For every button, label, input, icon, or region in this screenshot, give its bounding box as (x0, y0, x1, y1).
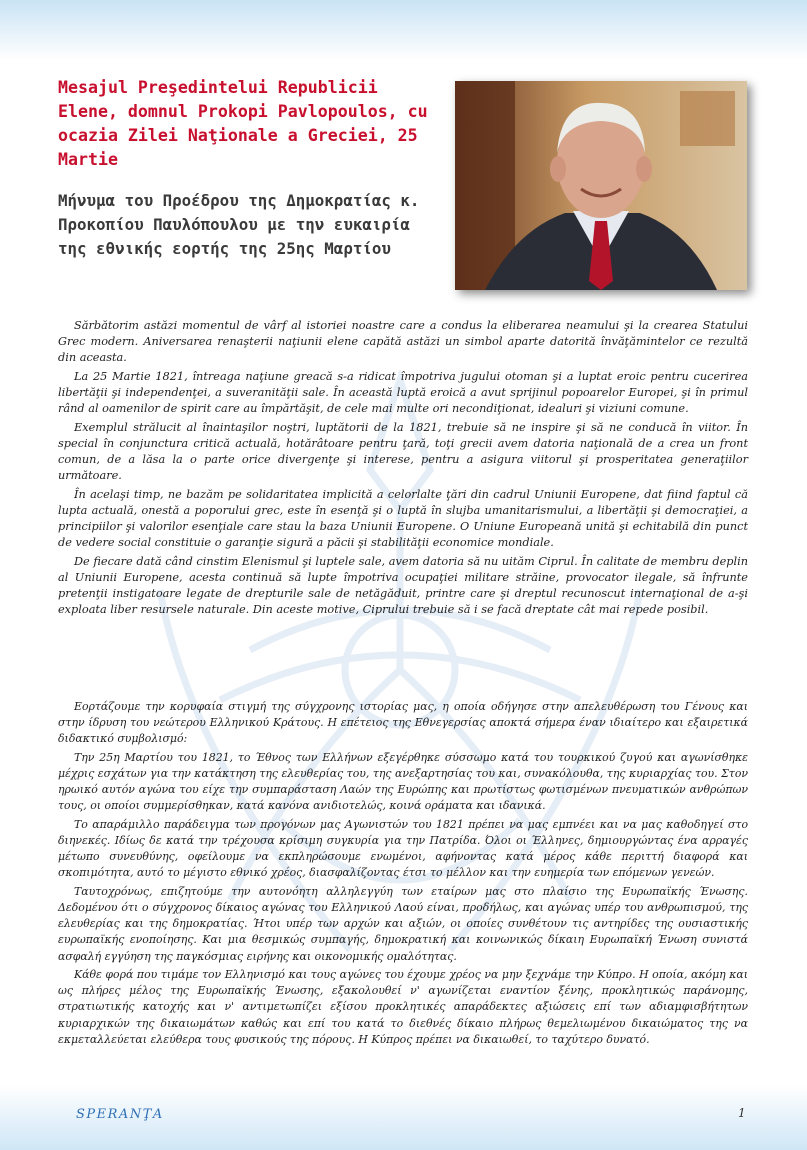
president-portrait (455, 81, 747, 290)
title-romanian: Mesajul Preşedintelui Republicii Elene, domnul Prokopi Pavlopoulos, cu ocazia Zilei Naţionale a Greciei, 25 Martie (58, 78, 428, 169)
publication-name: SPERANŢA (76, 1107, 164, 1122)
paragraph-ro: În acelaşi timp, ne bazăm pe solidaritatea implicită a celorlalte ţări din cadrul Uniunii Europene, dat fiind faptul că lupta actuală, onestă a poporului grec, este în esenţă şi o luptă în slujba umanitarismului, a libertăţii şi democraţiei, a principiilor şi valorilor esenţiale care stau la baza Uniunii Europene. O Uniune Europeană unită şi echitabilă din punct de vedere social constituie o garanţie sigură a păcii şi stabilităţii economice mondiale. (58, 487, 748, 550)
paragraph-el: Την 25η Μαρτίου του 1821, το Έθνος των Ελλήνων εξεγέρθηκε σύσσωμο κατά του τουρκικού ζυγού και αγωνίσθηκε μέχρις εσχάτων για την κατάκτηση της ελευθερίας του, της ανεξαρτησίας του και, συνακόλουθα, της κυριαρχίας του. Στον ηρωικό αυτόν αγώνα του είχε την συμπαράσταση Λαών της Ευρώπης και πρωτίστως φωτισμένων πνευματικών ανθρώπων τους, οι οποίοι συμμερίσθηκαν, κατά κανόνα ανιδιοτελώς, κοινά οράματα και ιδανικά. (58, 750, 748, 813)
paragraph-ro: Sărbătorim astăzi momentul de vârf al istoriei noastre care a condus la eliberarea neamului şi la crearea Statului Grec modern. Aniversarea renaşterii naţiunii elene capătă astăzi un simbol aparte datorită învăţămintelor ce rezultă din aceasta. (58, 319, 748, 365)
page-number: 1 (738, 1106, 746, 1120)
header-band (0, 0, 807, 60)
paragraph-ro: La 25 Martie 1821, întreaga naţiune greacă s-a ridicat împotriva jugului otoman şi a luptat eroic pentru cucerirea libertăţii şi independenţei, a suveranităţii sale. În această luptă eroică a avut sprijinul popoarelor Europei, şi în primul rând al oamenilor de spirit care au împărtăşit, de cele mai multe ori necondiţionat, idealuri şi viziuni comune. (58, 369, 748, 416)
article-romanian (58, 318, 748, 621)
paragraph-el: Εορτάζουμε την κορυφαία στιγμή της σύγχρονης ιστορίας μας, η οποία οδήγησε στην απελευθέρωση του Γένους και στην ίδρυση του νεώτερου Ελληνικού Κράτους. Η επέτειος της Εθνεγερσίας αποκτά σήμερα έναν ιδιαίτερο και εξαιρετικά διδακτικό συμβολισμό: (58, 700, 748, 746)
paragraph-ro: Exemplul strălucit al înaintaşilor noştri, luptătorii de la 1821, trebuie să ne inspire şi să ne conducă în viitor. În special în conjunctura critică actuală, hotărâtoare pentru ţară, toţi grecii avem datoria naţională de a crea un front comun, de a lăsa la o parte orice divergenţe şi interese, pentru a asigura viitorul şi prosperitatea generaţiilor următoare. (58, 420, 748, 483)
title-greek: Μήνυμα του Προέδρου της Δημοκρατίας κ. Προκοπίου Παυλόπουλου με την ευκαιρία της εθνικής εορτής της 25ης Μαρτίου (58, 191, 420, 258)
article-greek (58, 699, 748, 1050)
paragraph-ro: De fiecare dată când cinstim Elenismul şi luptele sale, avem datoria să nu uităm Ciprul. În calitate de membru deplin al Uniunii Europene, acesta continuă să lupte împotriva ocupaţiei militare străine, provocator ilegale, să înfrunte pretenţii instigatoare legate de drepturile sale de netăgăduit, printre care şi dreptul recunoscut internaţional de a-şi exploata liber resursele naturale. Din aceste motive, Ciprului trebuie să i se facă dreptate cât mai repede posibil. (58, 554, 748, 617)
paragraph-el: Το απαράμιλλο παράδειγμα των προγόνων μας Αγωνιστών του 1821 πρέπει να μας εμπνέει και να μας καθοδηγεί στο διηνεκές. Ιδίως δε κατά την τρέχουσα κρίσιμη συγκυρία για την Πατρίδα. Όλοι οι Έλληνες, δημιουργώντας ένα αρραγές μέτωπο συνευθύνης, οφείλουμε να εκπληρώσουμε ενωμένοι, αφήνοντας κατά μέρος κάθε περιττή διαφορά και σκοπιμότητα, αυτό το μέγιστο εθνικό χρέος, διασφαλίζοντας έτσι το μέλλον και την ευημερία των επόμενων γενεών. (58, 817, 748, 880)
paragraph-el: Κάθε φορά που τιμάμε τον Ελληνισμό και τους αγώνες του έχουμε χρέος να μην ξεχνάμε την Κύπρο. Η οποία, ακόμη και ως πλήρες μέλος της Ευρωπαϊκής Ένωσης, εξακολουθεί ν' αγωνίζεται εναντίον ξένης, προκλητικώς παράνομης, στρατιωτικής κατοχής και ν' αντιμετωπίζει εξίσου προκλητικές απαράδεκτες αξιώσεις επί των αδιαμφισβήτητων κυριαρχικών της δικαιωμάτων καθώς και επί του κατά το διεθνές δίκαιο πλήρως θεμελιωμένου δικαιώματος της να εκμεταλλεύεται ελεύθερα τους φυσικούς της πόρους. Η Κύπρος πρέπει να δικαιωθεί, το ταχύτερο δυνατό. (58, 968, 748, 1046)
paragraph-el: Ταυτοχρόνως, επιζητούμε την αυτονόητη αλληλεγγύη των εταίρων μας στο πλαίσιο της Ευρωπαϊκής Ένωσης. Δεδομένου ότι ο σύγχρονος δίκαιος αγώνας του Ελληνικού Λαού είναι, προδήλως, και αγώνας υπέρ του ανθρωπισμού, της ελευθερίας και της δημοκρατίας. Ήτοι υπέρ των αρχών και αξιών, οι οποίες συνθέτουν τις αντηρίδες της ουσιαστικής ευρωπαϊκής ενοποίησης. Και μια θεσμικώς συμπαγής, δημοκρατική και κοινωνικώς δίκαιη Ευρωπαϊκή Ένωση συνιστά ασφαλή εγγύηση της παγκόσμιας ειρήνης και οικονομικής ομαλότητας. (58, 884, 748, 963)
